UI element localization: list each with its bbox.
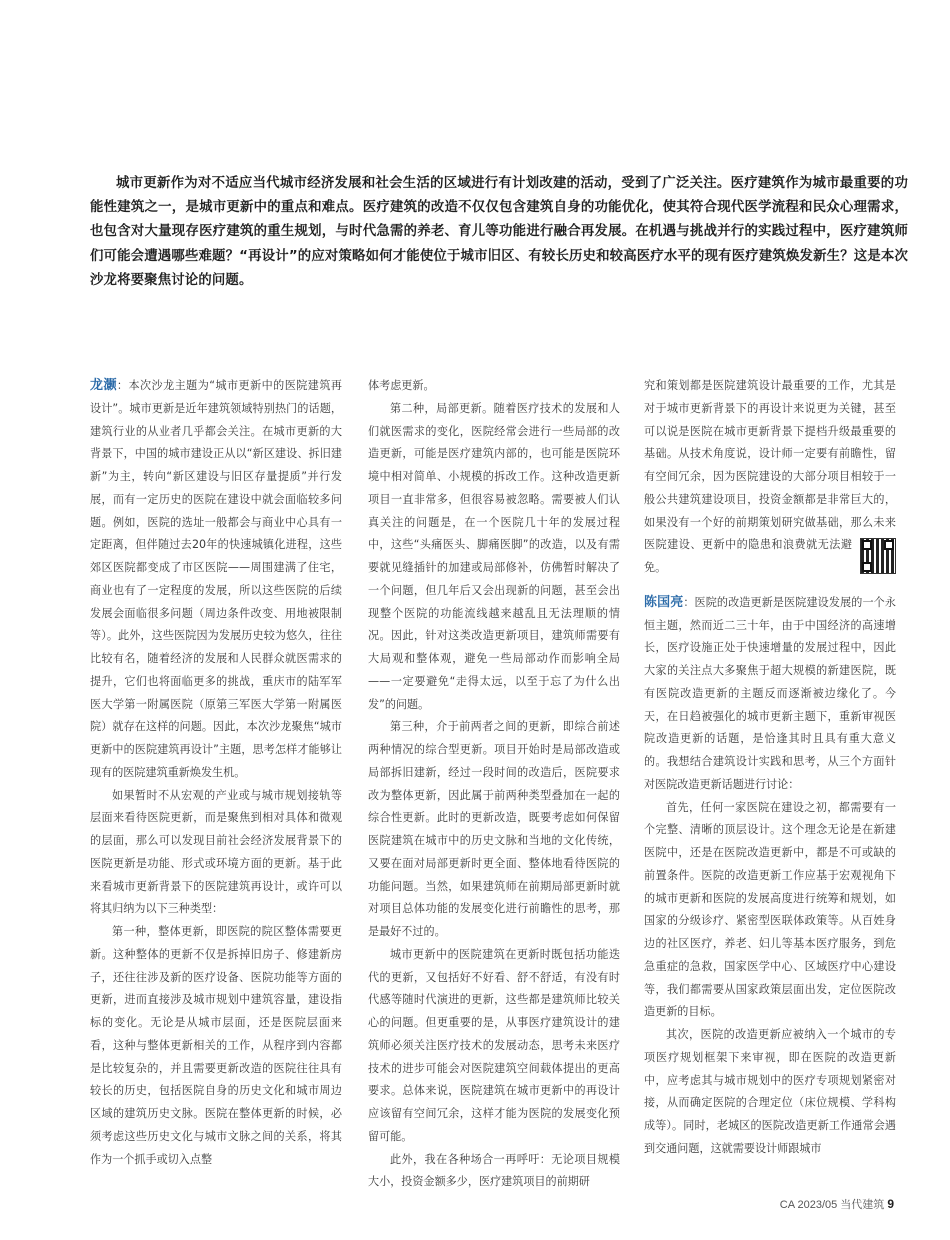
long-hao-paragraph-4: 第二种，局部更新。随着医疗技术的发展和人们就医需求的变化，医院经常会进行一些局部的改造更新，可能是医疗建筑内部的，也可能是医院环境中相对简单、小规模的拆改工作。这种改造更新项目一直非常多，但很容易被忽略。需要被人们认真关注的问题是，在一个医院几十年的发展过程中，这些“头痛医头、脚痛医脚”的改造，以及有需要就见缝插针的加建或局部修补，仿佛暂时解决了一个问题，但几年后又会出现新的问题，甚至会出现整个医院的功能流线越来越乱且无法理顺的情况。因此，针对这类改造更新项目，建筑师需要有大局观和整体观，避免一些局部动作而影响全局——一定要避免“走得太远，以至于忘了为什么出发”的问题。: [368, 401, 620, 711]
column-2: [368, 375, 620, 1189]
speaker-name-long-hao: 龙灏: [90, 378, 117, 393]
intro-paragraph: [90, 172, 908, 293]
page-footer: [780, 1196, 894, 1212]
long-hao-paragraph-3-cont: 体考虑更新。: [368, 379, 435, 392]
speaker-name-chen-guoliang: 陈国亮: [644, 594, 684, 610]
long-hao-paragraph-7-cont: 究和策划都是医院建筑设计最重要的工作，尤其是对于城市更新背景下的再设计来说更为关键，甚至可以说是医院在城市更新背景下提档升级最重要的基础。从技术角度说，设计师一定要有前瞻性，留有空间冗余，因为医院建设的大部分项目相较于一般公共建筑建设项目，投资金额都是非常巨大的，如果没有一个好的前期策划研究做基础，那么未来医院建设、更新中的 隐患和浪费就无法避免。: [644, 379, 896, 574]
intro-text: 城市更新作为对不适应当代城市经济发展和社会生活的区域进行有计划改建的活动，受到了广泛关注。医疗建筑作为城市最重要的功能性建筑之一，是城市更新中的重点和难点。医疗建筑的改造不仅仅包含建筑自身的功能优化，使其符合现代医学流程和民众心理需求，也包含对大量现存医疗建筑的重生规划，与时代急需的养老、育儿等功能进行融合再发展。在机遇与挑战并行的实践过程中，医疗建筑师们可能会遭遇哪些难题？“再设计”的应对策略如何才能使位于城市旧区、有较长历史和较高医疗水平的现有医疗建筑焕发新生？这是本次沙龙将要聚焦讨论的问题。: [90, 176, 908, 288]
column-1: [90, 375, 342, 1175]
column-3: [644, 375, 896, 1175]
long-hao-paragraph-6: 城市更新中的医院建筑在更新时既包括功能迭代的更新，又包括好不好看、舒不舒适，有没有时代感等随时代演进的更新，这些都是建筑师比较关心的问题。但更重要的是，从事医疗建筑设计的建筑师必须关注医疗技术的发展动态，思考未来医疗技术的进步可能会对医院建筑空间载体提出的更高要求。总体来说，医院建筑在城市更新中的再设计应该留有空间冗余，这样才能为医院的发展变化预留可能。: [368, 947, 620, 1143]
chen-guoliang-paragraph-3: 其次，医院的改造更新应被纳入一个城市的专项医疗规划框架下来审视，即在医院的改造更新中，应考虑其与城市规划中的医疗专项规划紧密对接，从而确定医院的合理定位（床位规模、学科构成等）。同时，老城区的医院改造更新工作通常会遇到交通问题，这就需要设计师跟城市: [644, 1028, 896, 1155]
speaker-colon: ：: [683, 595, 695, 609]
chen-guoliang-paragraph-1: 医院的改造更新是医院建设发展的一个永恒主题，然而近二三十年，由于中国经济的高速增长，医疗设施正处于快速增量的发展过程中，因此大家的关注点大多聚焦于超大规模的新建医院，既有医院改造更新的主题反而逐渐被边缘化了。今天，在日趋被强化的城市更新主题下，重新审视医院改造更新的话题，是恰逢其时且具有重大意义的。我想结合建筑设计实践和思考，从三个方面针对医院改造更新话题进行讨论：: [644, 595, 896, 791]
journal-info: CA 2023/05 当代建筑: [779, 1199, 885, 1211]
qr-code-icon: [860, 538, 896, 574]
chen-guoliang-paragraph-2: 首先，任何一家医院在建设之初，都需要有一个完整、清晰的顶层设计。这个理念无论是在新建医院中，还是在医院改造更新中，都是不可或缺的前置条件。医院的改造更新工作应基于宏观视角下的城市更新和医院的发展高度进行统筹和规划，如国家的分级诊疗、紧密型医联体政策等。从百姓身边的社区医疗，养老、妇儿等基本医疗服务，到危急重症的急救，国家医学中心、区域医疗中心建设等，我们都需要从国家政策层面出发，定位医院改造更新的目标。: [644, 800, 896, 1019]
long-hao-paragraph-1: 本次沙龙主题为“城市更新中的医院建筑再设计”。城市更新是近年建筑领域特别热门的话题，建筑行业的从业者几乎都会关注。在城市更新的大背景下，中国的城市建设正从以“新区建设、拆旧建新”为主，转向“新区建设与旧区存量提质”并行发展，而有一定历史的医院在建设中就会面临较多问题。例如，医院的选址一般都会与商业中心具有一定距离，但伴随过去20年的快速城镇化进程，这些郊区医院都变成了市区医院——周围建满了住宅，商业也有了一定程度的发展，所以这些医院的后续发展会面临很多问题（周边条件改变、用地被限制等）。此外，这些医院因为发展历史较为悠久，往往比较有名，随着经济的发展和人民群众就医需求的提升，它们也将面临更多的挑战，重庆市的陆军军医大学第一附属医院（原第三军医大学第一附属医院）就存在这样的问题。因此，本次沙龙聚焦“城市更新中的医院建筑再设计”主题，思考怎样才能够让现有的医院建筑重新焕发生机。: [90, 379, 342, 779]
speaker-gap: [644, 580, 896, 592]
long-hao-paragraph-3: 第一种，整体更新，即医院的院区整体需要更新。这种整体的更新不仅是拆掉旧房子、修建新房子，还往往涉及新的医疗设备、医院功能等方面的更新，进而直接涉及城市规划中建筑容量，建设指标的变化。无论是从城市层面，还是医院层面来看，这种与整体更新相关的工作，从程序到内容都是比较复杂的，并且需要更新改造的医院往往具有较长的历史，包括医院自身的历史文化和城市周边区域的建筑历史文脉。医院在整体更新的时候，必须考虑这些历史文化与城市文脉之间的关系，将其作为一个抓手或切入点整: [90, 925, 342, 1166]
long-hao-paragraph-2: 如果暂时不从宏观的产业或与城市规划接轨等层面来看待医院更新，而是聚焦到相对具体和微观的层面，那么可以发现目前社会经济发展背景下的医院更新是功能、形式或环境方面的更新。基于此来看城市更新背景下的医院建筑再设计，或许可以将其归纳为以下三种类型：: [90, 788, 342, 916]
long-hao-paragraph-5: 第三种，介于前两者之间的更新，即综合前述两种情况的综合型更新。项目开始时是局部改造或局部拆旧建新，经过一段时间的改造后，医院要求改为整体更新，因此属于前两种类型叠加在一起的综合性更新。此时的更新改造，既要考虑如何保留医院建筑在城市中的历史文脉和当地的文化传统，又要在面对局部更新时更全面、整体地看待医院的功能问题。当然，如果建筑师在前期局部更新时就对项目总体功能的发展变化进行前瞻性的思考，那是最好不过的。: [368, 720, 620, 938]
page-number: 9: [887, 1197, 894, 1211]
long-hao-paragraph-7: 此外，我在各种场合一再呼吁：无论项目规模大小，投资金额多少，医疗建筑项目的前期研: [368, 1152, 620, 1189]
speaker-colon: ：: [116, 379, 129, 392]
